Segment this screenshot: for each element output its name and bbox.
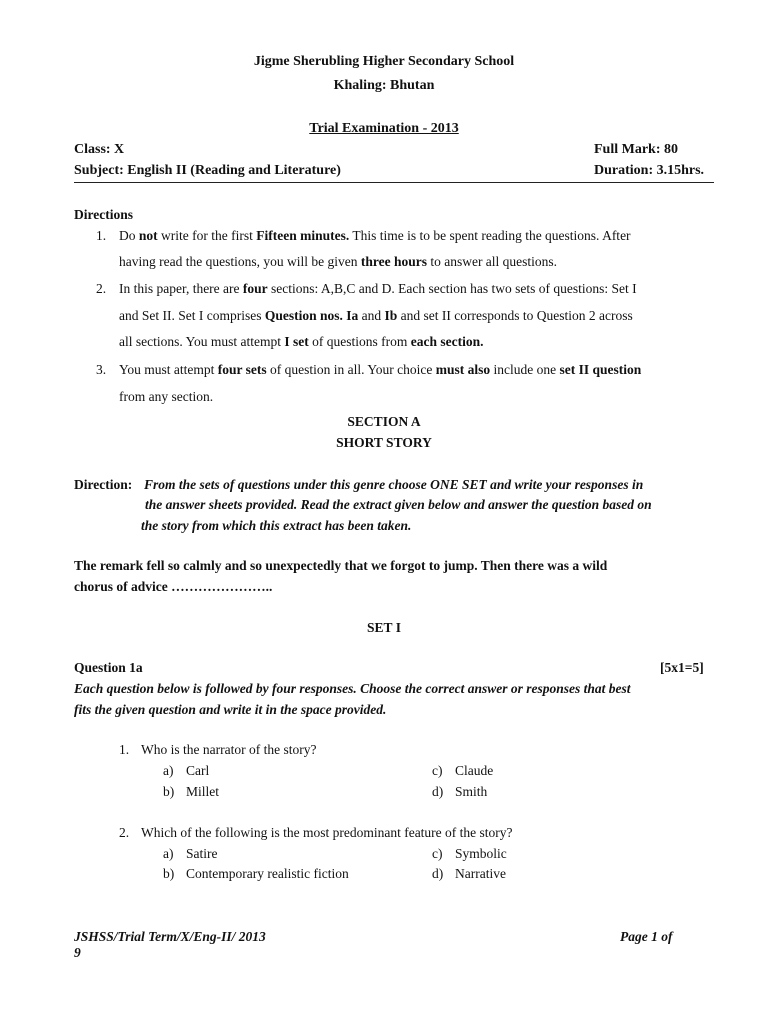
direction-text: of questions from — [308, 334, 411, 349]
direction-1-number: 1. — [96, 228, 107, 243]
duration: Duration: 3.15hrs. — [594, 163, 705, 178]
direction-text: sections: A,B,C and D. Each section has two sets of questions: Set I — [267, 281, 637, 296]
school-location: Khaling: Bhutan — [333, 78, 435, 93]
direction-text: include one — [490, 362, 560, 377]
direction-emphasis: three hours — [360, 254, 427, 269]
section-subtitle: SHORT STORY — [336, 435, 432, 450]
option-text: Claude — [455, 763, 494, 778]
option-key: d) — [432, 866, 444, 881]
mcq-number: 1. — [119, 742, 130, 757]
question-label: Question 1a — [74, 660, 143, 675]
option-key: a) — [163, 763, 174, 778]
option-text: Millet — [186, 784, 219, 799]
direction-emphasis: must also — [435, 362, 491, 377]
set-label: SET I — [367, 620, 401, 635]
direction-3-number: 3. — [96, 362, 107, 377]
option-text: Symbolic — [455, 846, 507, 861]
direction-3-line1 — [119, 362, 641, 378]
direction2-line1: From the sets of questions under this genre choose ONE SET and write your responses in — [144, 477, 644, 492]
direction2-line3: the story from which this extract has been taken. — [141, 518, 412, 533]
direction-text: write for the first — [157, 228, 257, 243]
direction-3-line2: from any section. — [119, 389, 214, 404]
footer-page-total: 9 — [74, 945, 81, 960]
option-key: d) — [432, 784, 444, 799]
direction-2-line3 — [119, 334, 483, 350]
extract-line1: The remark fell so calmly and so unexpectedly that we forgot to jump. Then there was a wild — [74, 558, 608, 573]
direction2-label: Direction: — [74, 477, 133, 492]
exam-title: Trial Examination - 2013 — [309, 121, 459, 136]
footer-page-label: Page 1 of — [620, 929, 673, 944]
option-text: Carl — [186, 763, 210, 778]
direction-text: of question in all. Your choice — [266, 362, 436, 377]
direction-text: to answer all questions. — [426, 254, 558, 269]
direction-2-line1 — [119, 281, 637, 297]
option-key: b) — [163, 866, 175, 881]
section-title: SECTION A — [347, 414, 421, 429]
direction-2-line2 — [119, 308, 633, 324]
direction-emphasis: Fifteen minutes. — [256, 228, 350, 243]
option-key: a) — [163, 846, 174, 861]
mcq-question: Who is the narrator of the story? — [141, 742, 317, 757]
direction-text: and Set II. Set I comprises — [119, 308, 265, 323]
question-instructions-line2: fits the given question and write it in the space provided. — [74, 702, 387, 717]
class-label: Class: X — [74, 142, 125, 157]
direction-text: In this paper, there are — [119, 281, 243, 296]
school-name: Jigme Sherubling Higher Secondary School — [253, 54, 515, 69]
mcq-number: 2. — [119, 825, 130, 840]
direction-emphasis: each section. — [410, 334, 484, 349]
subject-label: Subject: English II (Reading and Literature) — [74, 163, 341, 178]
direction-emphasis: set II question — [559, 362, 642, 377]
direction-text: all sections. You must attempt — [119, 334, 285, 349]
direction-text: having read the questions, you will be given — [119, 254, 361, 269]
direction-1-line2 — [119, 254, 557, 270]
direction-text: and — [358, 308, 385, 323]
option-text: Smith — [455, 784, 488, 799]
full-mark: Full Mark: 80 — [594, 142, 678, 157]
direction-1-line1 — [119, 228, 631, 244]
direction-text: Do — [119, 228, 139, 243]
option-text: Satire — [186, 846, 218, 861]
mcq-question: Which of the following is the most predominant feature of the story? — [141, 825, 513, 840]
footer-code: JSHSS/Trial Term/X/Eng-II/ 2013 — [74, 929, 266, 944]
direction-emphasis: Question nos. Ia — [264, 308, 359, 323]
directions-heading: Directions — [74, 207, 133, 222]
extract-line2: chorus of advice ………………….. — [74, 579, 273, 594]
header-divider — [74, 182, 714, 183]
direction-text: and set II corresponds to Question 2 across — [397, 308, 633, 323]
question-instructions-line1: Each question below is followed by four responses. Choose the correct answer or responses that best — [74, 681, 631, 696]
direction-emphasis: I set — [284, 334, 309, 349]
direction-2-number: 2. — [96, 281, 107, 296]
option-text: Narrative — [455, 866, 506, 881]
option-key: c) — [432, 763, 443, 778]
direction-text: You must attempt — [119, 362, 218, 377]
option-key: b) — [163, 784, 175, 799]
direction-text: This time is to be spent reading the questions. After — [349, 228, 631, 243]
option-key: c) — [432, 846, 443, 861]
option-text: Contemporary realistic fiction — [186, 866, 349, 881]
direction2-line2: the answer sheets provided. Read the extract given below and answer the question based on — [145, 497, 652, 512]
direction-emphasis: four — [242, 281, 268, 296]
direction-emphasis: Ib — [384, 308, 398, 323]
direction-emphasis: not — [138, 228, 158, 243]
question-marks: [5x1=5] — [660, 660, 704, 675]
direction-emphasis: four sets — [217, 362, 267, 377]
